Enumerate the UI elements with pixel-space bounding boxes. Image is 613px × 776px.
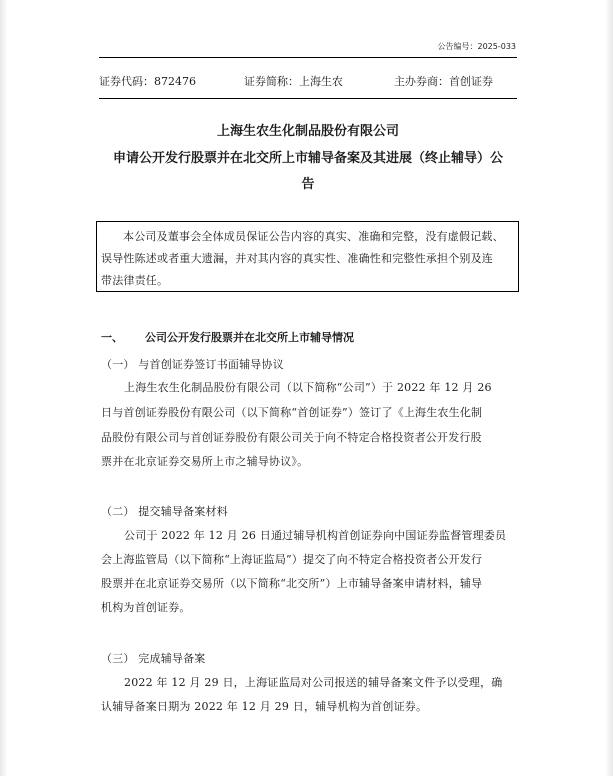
paragraph-line: 上海生农生化制品股份有限公司（以下简称“公司”）于 2022 年 12 月 26 — [124, 381, 492, 394]
paragraph-line: 2022 年 12 月 29 日，上海证监局对公司报送的辅导备案文件予以受理，确 — [124, 676, 503, 689]
paragraph-line: 公司于 2022 年 12 月 26 日通过辅导机构首创证券向中国证券监督管理委员 — [124, 529, 507, 542]
announcement-number: 公告编号：2025-033 — [437, 42, 516, 51]
disclaimer-line: 带法律责任。 — [101, 274, 169, 287]
securities-abbreviation: 证券简称：上海生农 — [244, 75, 343, 88]
subsection-heading: （一） 与首创证券签订书面辅导协议 — [101, 358, 284, 371]
section-number: 一、 — [101, 331, 123, 344]
disclaimer-line: 本公司及董事会全体成员保证公告内容的真实、准确和完整，没有虚假记载、 — [123, 230, 504, 243]
paragraph-line: 品股份有限公司与首创证券股份有限公司关于向不特定合格投资者公开发行股 — [101, 431, 482, 444]
subsection-heading: （二） 提交辅导备案材料 — [101, 505, 228, 518]
paragraph-line: 日与首创证券股份有限公司（以下简称“首创证券”）签订了《上海生农生化制 — [101, 406, 483, 419]
sponsor-broker: 主办券商：首创证券 — [394, 75, 493, 88]
disclaimer-line: 误导性陈述或者重大遗漏，并对其内容的真实性、准确性和完整性承担个别及连 — [101, 252, 493, 265]
paragraph-line: 会上海监管局（以下简称“上海证监局”）提交了向不特定合格投资者公开发行 — [101, 553, 483, 566]
header-rule-top — [99, 57, 517, 58]
subsection-heading: （三） 完成辅导备案 — [101, 652, 206, 665]
header-rule-bottom — [99, 98, 517, 99]
announcement-title-end: 告 — [301, 177, 315, 192]
section-title: 公司公开发行股票并在北交所上市辅导情况 — [145, 331, 354, 344]
paragraph-line: 机构为首创证券。 — [101, 601, 191, 614]
paragraph-line: 认辅导备案日期为 2022 年 12 月 29 日，辅导机构为首创证券。 — [101, 700, 428, 713]
company-title: 上海生农生化制品股份有限公司 — [216, 124, 399, 139]
securities-code: 证券代码：872476 — [99, 75, 196, 88]
paragraph-line: 票并在北京证券交易所上市之辅导协议》。 — [101, 455, 309, 468]
page-edge-left — [0, 0, 8, 776]
announcement-title: 申请公开发行股票并在北交所上市辅导备案及其进展（终止辅导）公 — [112, 151, 503, 166]
page-edge-right — [605, 0, 613, 776]
paragraph-line: 股票并在北京证券交易所（以下简称“北交所”）上市辅导备案申请材料，辅导 — [101, 577, 483, 590]
